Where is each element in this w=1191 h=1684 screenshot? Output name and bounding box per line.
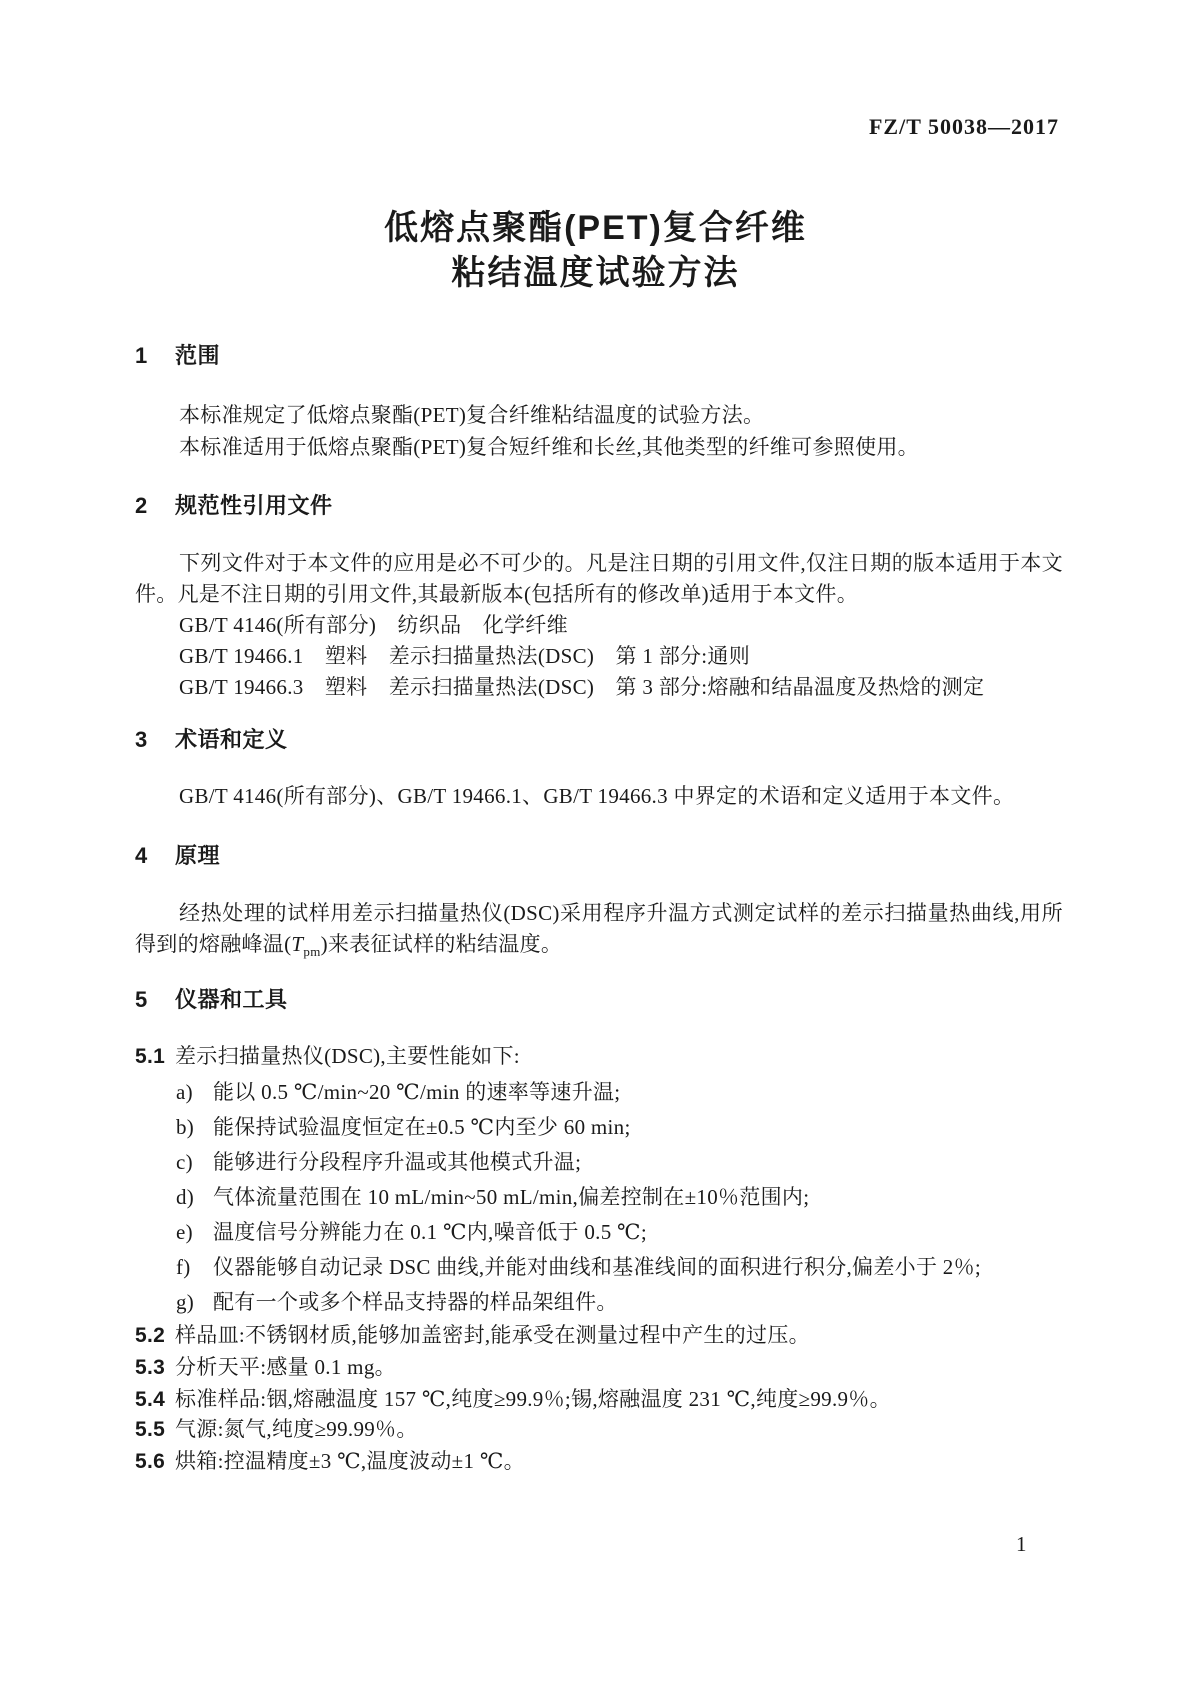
list-item-f-text: 仪器能够自动记录 DSC 曲线,并能对曲线和基准线间的面积进行积分,偏差小于 2％;	[213, 1255, 982, 1279]
reference-item: GB/T 4146(所有部分) 纺织品 化学纤维	[179, 613, 568, 637]
list-item-d	[176, 1180, 1104, 1215]
section-5-title: 仪器和工具	[175, 987, 288, 1012]
section-2-title: 规范性引用文件	[175, 493, 333, 518]
list-item-b-letter: b)	[176, 1115, 195, 1139]
section-1-paragraph-1: 本标准规定了低熔点聚酯(PET)复合纤维粘结温度的试验方法。	[179, 403, 765, 427]
section-2-paragraph-1: 下列文件对于本文件的应用是必不可少的。凡是注日期的引用文件,仅注日期的版本适用于本文件。凡是不注日期的引用文件,其最新版本(包括所有的修改单)适用于本文件。	[135, 551, 1063, 606]
section-4-title: 原理	[175, 843, 221, 868]
list-item-d-letter: d)	[176, 1185, 195, 1209]
section-5-heading	[135, 984, 1063, 1015]
melting-peak-symbol: T	[291, 932, 304, 956]
clause-5-4-number: 5.4	[135, 1388, 166, 1411]
clause-5-2-number: 5.2	[135, 1324, 166, 1347]
list-item-a-text: 能以 0.5 ℃/min~20 ℃/min 的速率等速升温;	[213, 1080, 621, 1104]
clause-5-4-text: 标准样品:铟,熔融温度 157 ℃,纯度≥99.9％;锡,熔融温度 231 ℃,纯度≥99.9％。	[175, 1387, 891, 1411]
title-line-2: 粘结温度试验方法	[451, 254, 740, 292]
title-line-1: 低熔点聚酯(PET)复合纤维	[384, 209, 807, 247]
list-item-a	[176, 1075, 1104, 1110]
section-1-title: 范围	[175, 343, 221, 368]
list-item-g-text: 配有一个或多个样品支持器的样品架组件。	[213, 1290, 618, 1314]
list-item-c-letter: c)	[176, 1150, 193, 1174]
list-item-f-letter: f)	[176, 1255, 191, 1279]
section-2-heading	[135, 490, 1063, 521]
clause-5-6-number: 5.6	[135, 1450, 166, 1473]
list-item-b	[176, 1110, 1104, 1145]
document-title	[0, 206, 1191, 296]
section-3-paragraph-1: GB/T 4146(所有部分)、GB/T 19466.1、GB/T 19466.3 中界定的术语和定义适用于本文件。	[179, 784, 1015, 808]
clause-5-4	[135, 1384, 1063, 1415]
section-3-number: 3	[135, 727, 148, 752]
section-5-number: 5	[135, 987, 148, 1012]
section-1-number: 1	[135, 343, 148, 368]
list-item-e	[176, 1215, 1104, 1250]
dsc-requirements-list	[135, 1075, 1104, 1320]
list-item-e-text: 温度信号分辨能力在 0.1 ℃内,噪音低于 0.5 ℃;	[213, 1220, 647, 1244]
section-1-heading	[135, 340, 1063, 371]
section-1-paragraph-2: 本标准适用于低熔点聚酯(PET)复合短纤维和长丝,其他类型的纤维可参照使用。	[179, 435, 919, 459]
list-item-g	[176, 1285, 1104, 1320]
section-3-title: 术语和定义	[175, 727, 288, 752]
reference-item: GB/T 19466.3 塑料 差示扫描量热法(DSC) 第 3 部分:熔融和结晶温度及热焓的测定	[179, 675, 985, 699]
clause-5-6	[135, 1446, 1063, 1477]
list-item-g-letter: g)	[176, 1290, 195, 1314]
list-item-c	[176, 1145, 1104, 1180]
principle-text-before: 经热处理的试样用差示扫描量热仪(DSC)采用程序升温方式测定试样的差示扫描量热曲线,用所得到的熔融峰温(	[135, 901, 1063, 956]
reference-item: GB/T 19466.1 塑料 差示扫描量热法(DSC) 第 1 部分:通则	[179, 644, 751, 668]
normative-references-list	[135, 610, 1063, 703]
principle-text-after: )来表征试样的粘结温度。	[320, 932, 563, 956]
doc-number: FZ/T 50038—2017	[868, 114, 1059, 139]
clause-5-2	[135, 1320, 1063, 1351]
page-number: 1	[1016, 1532, 1027, 1556]
list-item-e-letter: e)	[176, 1220, 193, 1244]
section-4-heading	[135, 840, 1063, 871]
list-item-a-letter: a)	[176, 1080, 193, 1104]
clause-5-1-number: 5.1	[135, 1045, 166, 1068]
clause-5-1-text: 差示扫描量热仪(DSC),主要性能如下:	[175, 1044, 520, 1068]
list-item-c-text: 能够进行分段程序升温或其他模式升温;	[213, 1150, 582, 1174]
list-item-b-text: 能保持试验温度恒定在±0.5 ℃内至少 60 min;	[213, 1115, 631, 1139]
clause-5-1	[135, 1041, 1063, 1072]
clause-5-5-text: 气源:氮气,纯度≥99.99％。	[175, 1417, 418, 1441]
section-4-number: 4	[135, 843, 148, 868]
clause-5-3	[135, 1352, 1063, 1383]
clause-5-6-text: 烘箱:控温精度±3 ℃,温度波动±1 ℃。	[175, 1449, 525, 1473]
clause-5-3-number: 5.3	[135, 1356, 166, 1379]
section-2-number: 2	[135, 493, 148, 518]
list-item-d-text: 气体流量范围在 10 mL/min~50 mL/min,偏差控制在±10％范围内;	[213, 1185, 810, 1209]
section-3-heading	[135, 724, 1063, 755]
clause-5-5-number: 5.5	[135, 1418, 166, 1441]
section-4-paragraph-1	[135, 898, 1063, 960]
clause-5-2-text: 样品皿:不锈钢材质,能够加盖密封,能承受在测量过程中产生的过压。	[175, 1323, 810, 1347]
list-item-f	[176, 1250, 1104, 1285]
melting-peak-subscript: pm	[303, 944, 321, 960]
clause-5-5	[135, 1414, 1063, 1445]
clause-5-3-text: 分析天平:感量 0.1 mg。	[175, 1355, 396, 1379]
